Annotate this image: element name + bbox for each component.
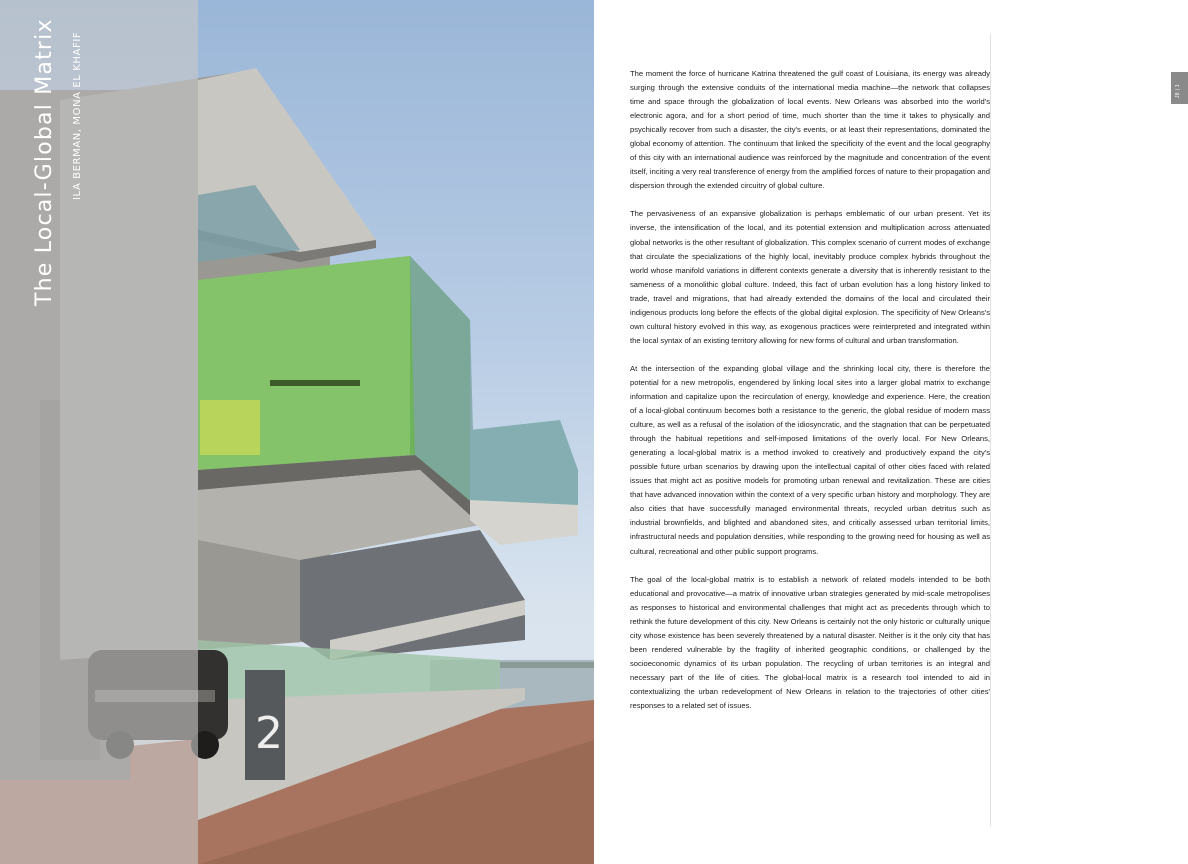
body-column xyxy=(630,67,990,727)
paragraph: The goal of the local-global matrix is to establish a network of related models intended to be both educational and provocative—a matrix of innovative urban strategies generated by mid-scale metropolises as responses to historical and environmental challenges that might act as precedents through which to rethink the future development of this city. New Orleans is certainly not the only historic or culturally unique city whose existence has been severely threatened by a natural disaster. Neither is it the only city that has been rendered vulnerable by the fragility of inherited geographic conditions, or challenged by the socioeconomic dynamics of its urban population. The recycling of urban territories is an integral and necessary part of the life of cities. The global-local matrix is a research tool intended to aid in contextualizing the urban redevelopment of New Orleans in relation to the trajectories of other cities' responses to a related set of issues. xyxy=(630,574,990,710)
paragraph: At the intersection of the expanding global village and the shrinking local city, there is therefore the potential for a new metropolis, engendered by linking local sites into a larger global matrix to exchange information and capitalize upon the recirculation of energy, knowledge and experience. Here, the creation of a local-global continuum becomes both a resistance to the generic, the global residue of modern mass culture, as well as a refusal of the isolation of the idiosyncratic, and the stagnation that can be perpetuated through the habitual repetitions and self-imposed limitations of the overly local. For New Orleans, generating a local-global matrix is a method invoked to creatively and productively expand the city's possible future urban scenarios by drawing upon the intellectual capital of other cities faced with related issues that might act as positive models for promoting urban renewal and revitalization. These are cities that have advanced innovation within the context of a very specific urban history and morphology. They are also cities that have successfully managed environmental threats, recycled urban detritus such as industrial brownfields, and blighted and abandoned sites, and critically assessed urban territorial limits, infrastructural needs and population densities, while responding to the growing need for housing as well as cultural, recreational and other public support programs. xyxy=(630,363,990,556)
page-tab-label: J8 | 1 xyxy=(1175,84,1181,98)
title-overlay xyxy=(0,0,198,864)
plaque-numeral: 2 xyxy=(255,708,283,759)
paragraph: The moment the force of hurricane Katrina threatened the gulf coast of Louisiana, its energy was already surging through the extensive conduits of the international media machine—the network that collapses time and space through the globalization of local events. New Orleans was absorbed into the world's electronic agora, and for a short period of time, much shorter than the time it takes to physically and psychically recover from such a disaster, the city's events, or at least their representations, dominated the global economy of attention. The continuum that linked the specificity of the event and the local geography of this city with an international audience was reinforced by the magnitude and concentration of the event itself, inciting a very real transference of energy from the amplified forces of nature to their propagation and dispersion through the extended circuitry of global culture. xyxy=(630,69,990,191)
page-tab xyxy=(1171,72,1188,104)
article-title: The Local-Global Matrix xyxy=(32,18,57,306)
paragraph: The pervasiveness of an expansive globalization is perhaps emblematic of our urban present. Yet its inverse, the intensification of the local, and its potential extension and multiplication across attenuated global networks is the other resultant of globalization. This complex scenario of current modes of exchange that circulate the specializations of the highly local, inevitably produce complex hybrids throughout the world whose manifold variations in different contexts generate a diversity that is inherently resistant to the sameness of a monolithic global culture. Indeed, this fact of urban evolution has a long history linked to trade, travel and migrations, that had already extended the domains of the local and circulated their indigenous products long before the effects of the global digital explosion. The specificity of New Orleans's own cultural history evolved in this way, as exogenous practices were reinterpreted and integrated within the local syntax of an existing territory allowing for new forms of cultural and urban transformation. xyxy=(630,209,990,345)
far-shore xyxy=(500,662,594,668)
text-page xyxy=(594,0,1188,864)
article-authors: ILA BERMAN, MONA EL KHAFIF xyxy=(72,31,83,200)
column-rule xyxy=(990,34,991,826)
